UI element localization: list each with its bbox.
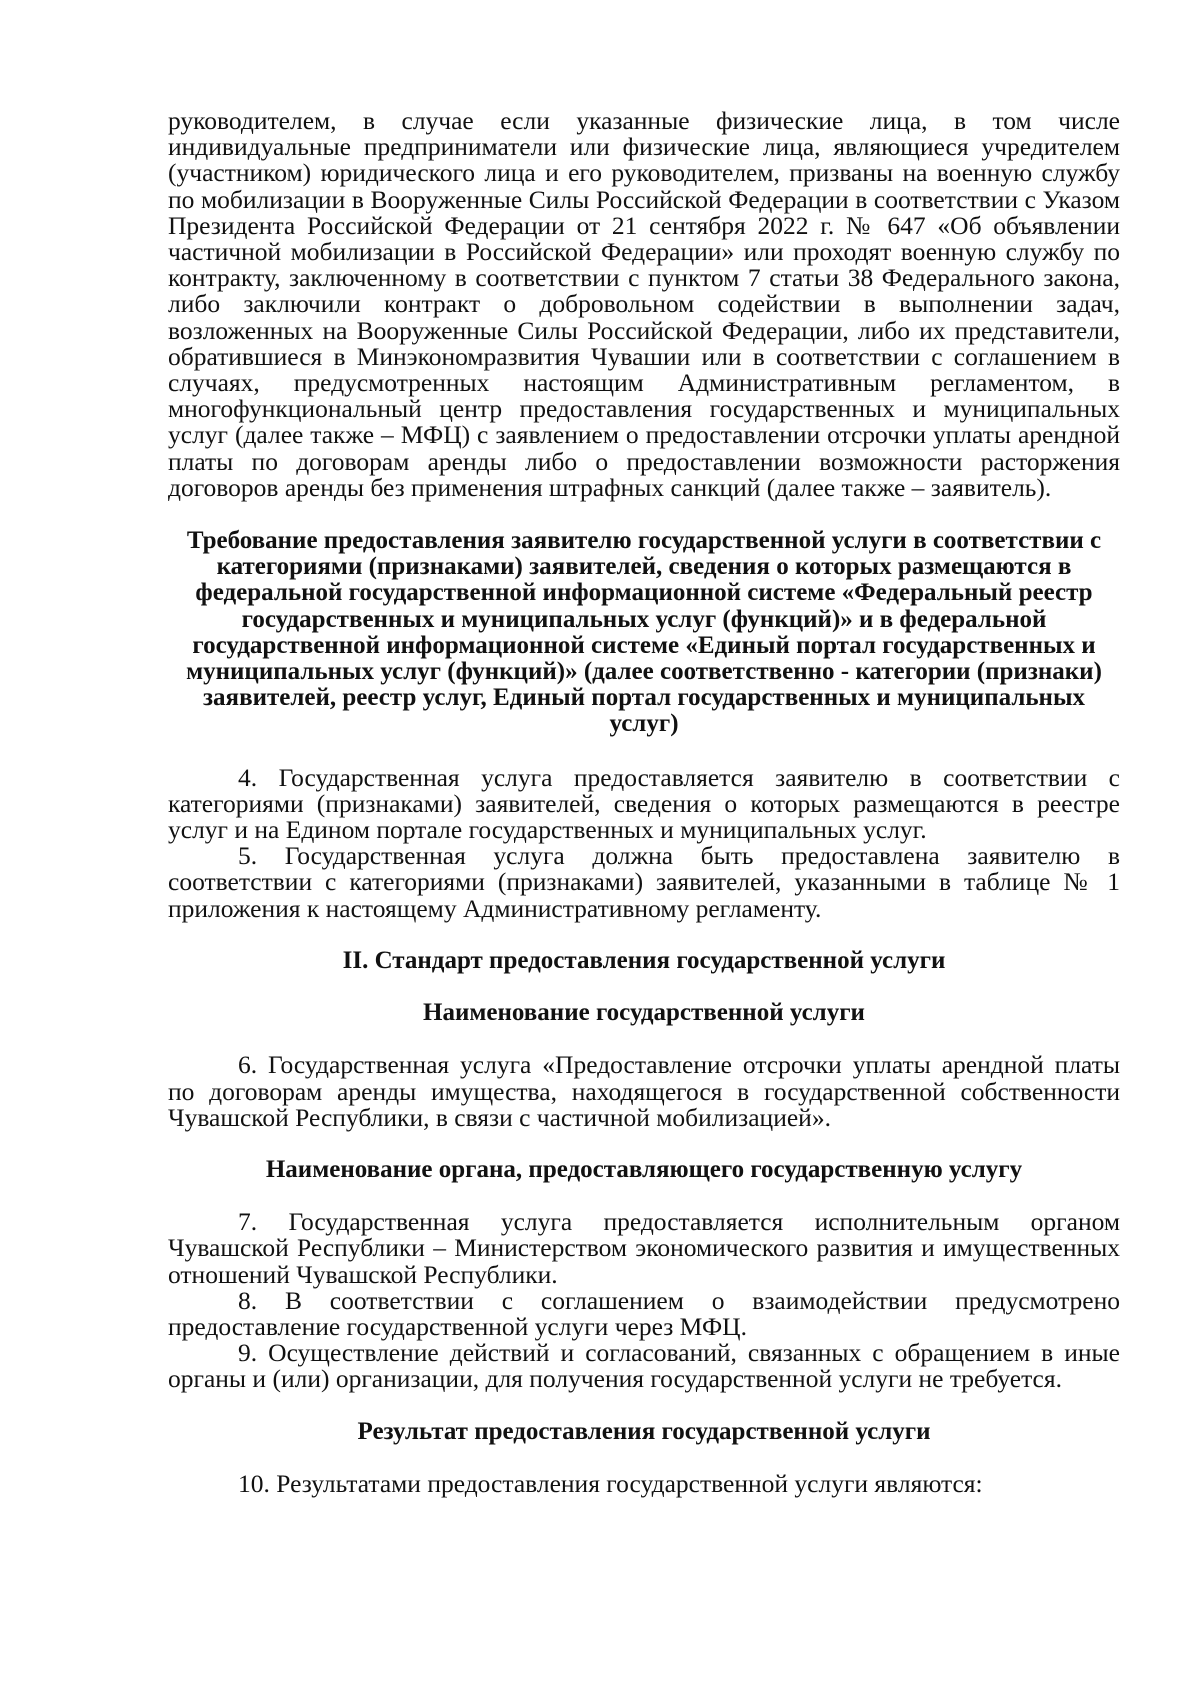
paragraph-6: 6. Государственная услуга «Предоставление отсрочки уплаты арендной платы по договорам аренды имущества, находящегося в государственной собственности Чувашской Республики, в связи с частичной мобилизацией». (168, 1050, 1120, 1132)
paragraph-8: 8. В соответствии с соглашением о взаимодействии предусмотрено предоставление государственной услуги через МФЦ. (168, 1285, 1120, 1341)
heading-requirement: Требование предоставления заявителю государственной услуги в соответствии с категориями (признаками) заявителей, сведения о которых размещаются в федеральной государственной информационной системе «Федеральный реестр государственных и муниципальных услуг (функций)» и в федеральной государственной информационной системе «Единый портал государственных и муниципальных услуг (функций)» (далее соответственно - категории (признаки) заявителей, реестр услуг, Единый портал государственных и муниципальных услуг) (186, 527, 1102, 738)
paragraph-9: 9. Осуществление действий и согласований, связанных с обращением в иные органы и (или) организации, для получения государственной услуги не требуется. (168, 1338, 1120, 1394)
paragraph-4: 4. Государственная услуга предоставляется заявителю в соответствии с категориями (признаками) заявителей, сведения о которых размещаются в реестре услуг и на Едином портале государственных и муниципальных услуг. (168, 762, 1120, 845)
paragraph-5: 5. Государственная услуга должна быть предоставлена заявителю в соответствии с категориями (признаками) заявителей, указанными в таблице № 1 приложения к настоящему Административному регламенту. (168, 841, 1120, 923)
intro-paragraph: руководителем, в случае если указанные физические лица, в том числе индивидуальные предприниматели или физические лица, являющиеся учредителем (участником) юридического лица и его руководителем, призваны на военную службу по мобилизации в Вооруженные Силы Российской Федерации в соответствии с Указом Президента Российской Федерации от 21 сентября 2022 г. № 647 «Об объявлении частичной мобилизации в Российской Федерации» или проходят военную службу по контракту, заключенному в соответствии с пунктом 7 статьи 38 Федерального закона, либо заключили контракт о добровольном содействии в выполнении задач, возложенных на Вооруженные Силы Российской Федерации, либо их представители, обратившиеся в Минэкономразвития Чувашии или в соответствии с соглашением в случаях, предусмотренных настоящим Административным регламентом, в многофункциональный центр предоставления государственных и муниципальных услуг (далее также – МФЦ) с заявлением о предоставлении отсрочки уплаты арендной платы по договорам аренды либо о предоставлении возможности расторжения договоров аренды без применения штрафных санкций (далее также – заявитель). (168, 106, 1120, 502)
document-page (168, 108, 1120, 1497)
heading-authority: Наименование органа, предоставляющего государственную услугу (265, 1155, 1023, 1183)
heading-service-name: Наименование государственной услуги (423, 999, 865, 1027)
heading-section-2: II. Стандарт предоставления государственной услуги (342, 946, 946, 974)
paragraph-7: 7. Государственная услуга предоставляется исполнительным органом Чувашской Республики – Министерством экономического развития и имущественных отношений Чувашской Республики. (168, 1207, 1120, 1289)
heading-result: Результат предоставления государственной услуги (357, 1417, 931, 1445)
paragraph-10: 10. Результатами предоставления государственной услуги являются: (238, 1468, 983, 1498)
